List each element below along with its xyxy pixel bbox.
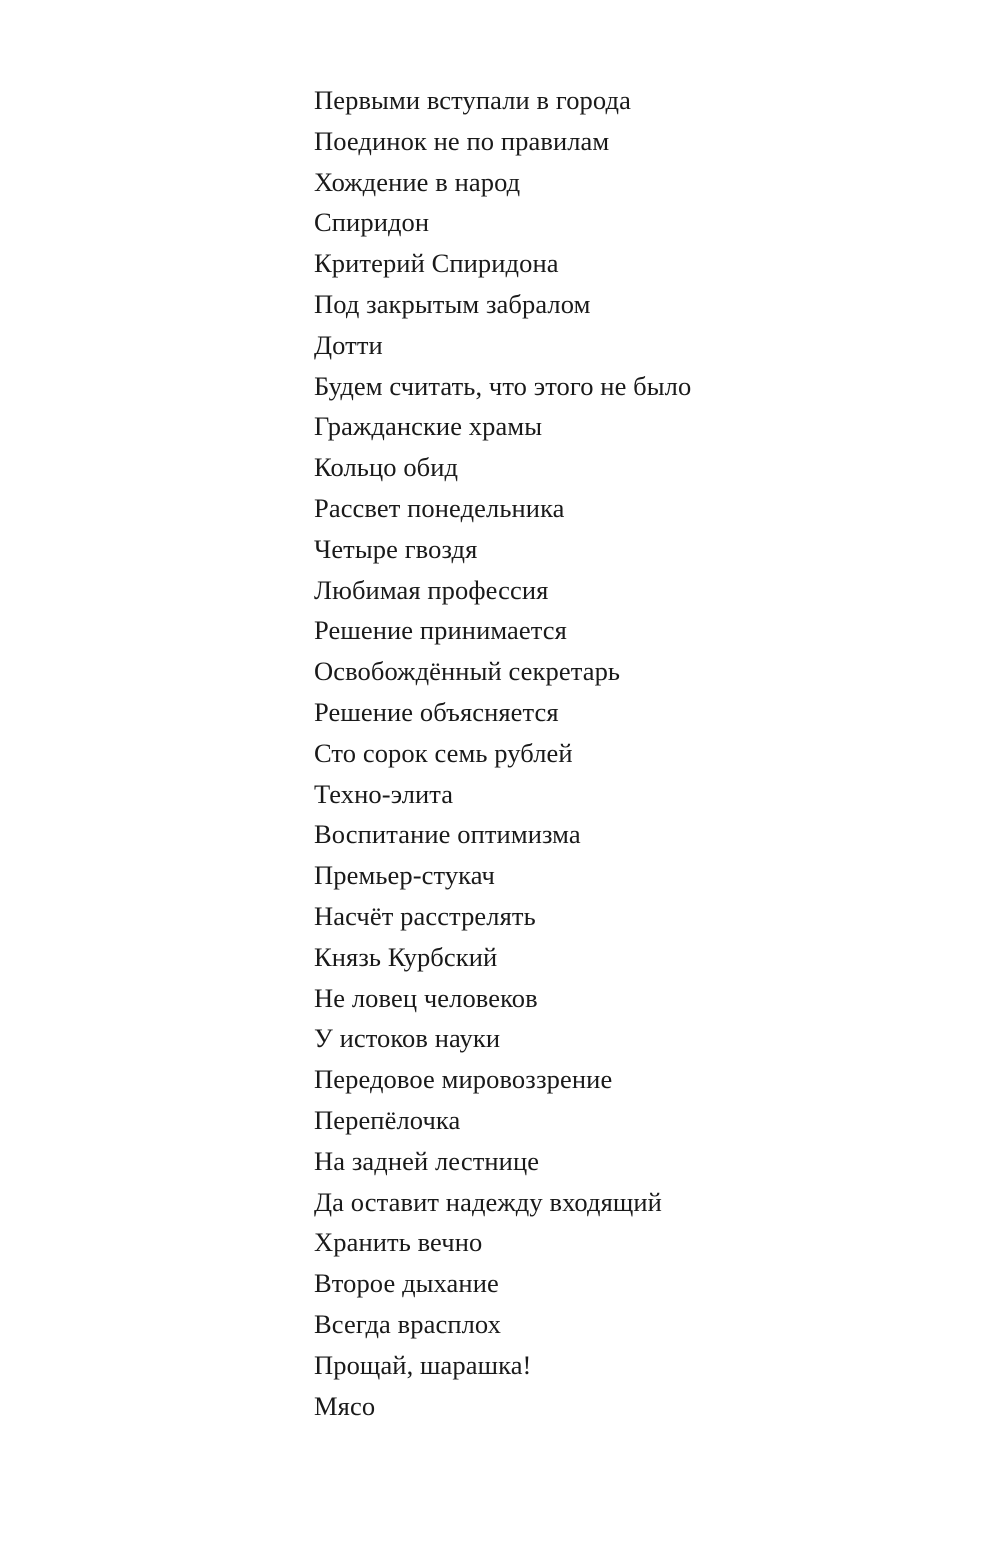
toc-item: Хранить вечно: [314, 1227, 483, 1258]
toc-item: На задней лестнице: [314, 1145, 540, 1176]
toc-item: Решение объясняется: [314, 696, 559, 727]
toc-item: Кольцо обид: [314, 452, 459, 483]
toc-item: Премьер-стукач: [314, 860, 495, 891]
toc-item: Любимая профессия: [314, 574, 549, 605]
toc-item: У истоков науки: [314, 1023, 501, 1054]
toc-item: Рассвет понедельника: [314, 492, 565, 523]
toc-item: Критерий Спиридона: [314, 248, 559, 279]
toc-item: Решение принимается: [314, 615, 567, 646]
toc-item: Первыми вступали в города: [314, 85, 631, 115]
toc-item: Всегда врасплох: [314, 1308, 501, 1339]
toc-item: Поединок не по правилам: [314, 125, 610, 156]
toc-item: Насчёт расстрелять: [314, 900, 536, 931]
toc-item: Князь Курбский: [314, 941, 498, 972]
toc-item: Перепёлочка: [314, 1104, 461, 1135]
toc-item: Освобождённый секретарь: [314, 656, 621, 687]
toc-item: Техно-элита: [314, 778, 454, 809]
toc-item: Мясо: [314, 1390, 376, 1421]
toc-item: Передовое мировоззрение: [314, 1064, 613, 1095]
toc-item: Сто сорок семь рублей: [314, 737, 573, 768]
toc-item: Под закрытым забралом: [314, 288, 591, 319]
toc-item: Дотти: [314, 329, 383, 360]
toc-item: Воспитание оптимизма: [314, 819, 581, 850]
toc-item: Второе дыхание: [314, 1268, 499, 1299]
toc-item: Гражданские храмы: [314, 411, 543, 442]
toc-item: Хождение в народ: [314, 166, 521, 197]
toc-item: Прощай, шарашка!: [314, 1349, 532, 1380]
table-of-contents: [314, 80, 691, 1426]
toc-item: Спиридон: [314, 207, 430, 238]
toc-item: Не ловец человеков: [314, 982, 538, 1013]
toc-item: Будем считать, что этого не было: [314, 370, 692, 401]
toc-item: Да оставит надежду входящий: [314, 1186, 662, 1217]
toc-item: Четыре гвоздя: [314, 533, 478, 564]
